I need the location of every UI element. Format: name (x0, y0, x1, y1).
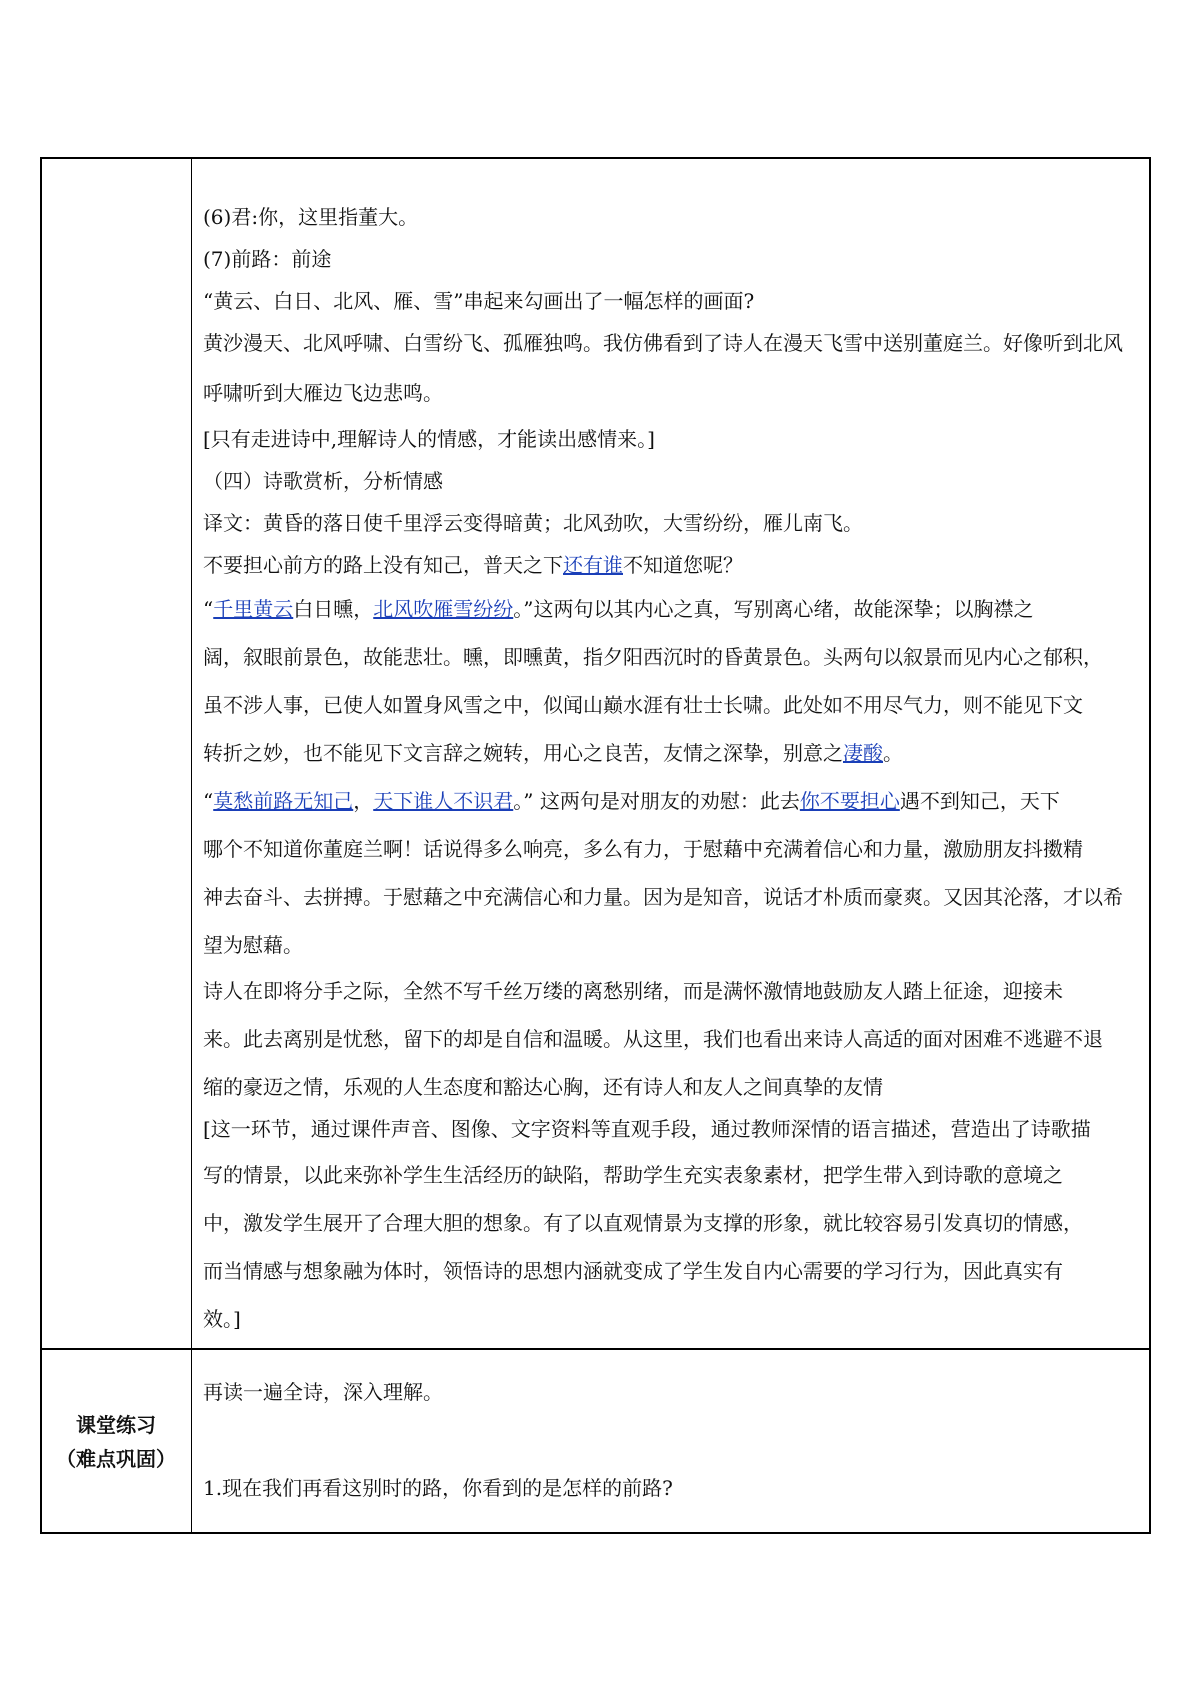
text-run: “ (203, 789, 214, 813)
text-line: 虽不涉人事，已使人如置身风雪之中，似闻山巅水涯有壮士长啸。此处如不用尽气力，则不能见下文 (203, 693, 1083, 717)
text-line: 写的情景，以此来弥补学生生活经历的缺陷，帮助学生充实表象素材，把学生带入到诗歌的意境之 (203, 1163, 1063, 1187)
text-run: 白日曛， (293, 597, 374, 621)
text-run: 。” 这两句是对朋友的劝慰：此去 (513, 789, 800, 813)
text-run: ， (353, 789, 374, 813)
text-line (203, 789, 1060, 814)
text-run: “ (203, 597, 214, 621)
practice-label-subtitle: （难点巩固） (56, 1447, 176, 1471)
section-heading: （四）诗歌赏析，分析情感 (203, 469, 443, 493)
text-line (203, 553, 743, 578)
row-divider (40, 1348, 1151, 1350)
text-line (203, 741, 903, 766)
link[interactable]: 你不要担心 (799, 789, 900, 813)
text-line: 而当情感与想象融为体时，领悟诗的思想内涵就变成了学生发自内心需要的学习行为，因此真实有 (203, 1259, 1063, 1283)
text-run: 。”这两句以其内心之真，写别离心绪，故能深挚；以胸襟之 (513, 597, 1034, 621)
text-run: 遇不到知己，天下 (899, 789, 1060, 813)
link[interactable]: 千里黄云 (213, 597, 294, 621)
link[interactable]: 天下谁人不识君 (373, 789, 514, 813)
text-line: 来。此去离别是忧愁，留下的却是自信和温暖。从这里，我们也看出来诗人高适的面对困难不逃避不退 (203, 1027, 1103, 1051)
text-line: 效。] (203, 1307, 241, 1331)
text-line: [这一环节，通过课件声音、图像、文字资料等直观手段，通过教师深情的语言描述，营造出了诗歌描 (203, 1117, 1091, 1141)
text-line: 阔，叙眼前景色，故能悲壮。曛，即曛黄，指夕阳西沉时的昏黄景色。头两句以叙景而见内心之郁积， (203, 645, 1103, 669)
practice-label (42, 1410, 190, 1474)
link[interactable]: 北风吹雁雪纷纷 (373, 597, 514, 621)
link[interactable]: 凄酸 (843, 741, 883, 765)
text-line: 诗人在即将分手之际，全然不写千丝万缕的离愁别绪，而是满怀激情地鼓励友人踏上征途，迎接未 (203, 979, 1063, 1003)
text-line: 译文：黄昏的落日使千里浮云变得暗黄；北风劲吹，大雪纷纷，雁儿南飞。 (203, 511, 863, 535)
link[interactable]: 莫愁前路无知己 (213, 789, 354, 813)
text-line: 缩的豪迈之情，乐观的人生态度和豁达心胸，还有诗人和友人之间真挚的友情 (203, 1075, 883, 1099)
text-line: 哪个不知道你董庭兰啊！话说得多么响亮，多么有力，于慰藉中充满着信心和力量，激励朋友抖擞精 (203, 837, 1083, 861)
text-run: 不要担心前方的路上没有知己，普天之下 (203, 553, 563, 577)
text-line (203, 597, 1033, 622)
text-line: 中，激发学生展开了合理大胆的想象。有了以直观情景为支撑的形象，就比较容易引发真切的情感， (203, 1211, 1083, 1235)
text-line: 望为慰藉。 (203, 933, 303, 957)
text-run: 。 (883, 741, 903, 765)
link[interactable]: 还有谁 (563, 553, 623, 577)
text-line: 呼啸听到大雁边飞边悲鸣。 (203, 381, 443, 405)
column-divider (191, 157, 192, 1534)
text-line: (7)前路：前途 (203, 247, 332, 271)
text-line: “黄云、白日、北风、雁、雪”串起来勾画出了一幅怎样的画面? (203, 289, 755, 313)
text-line: 黄沙漫天、北风呼啸、白雪纷飞、孤雁独鸣。我仿佛看到了诗人在漫天飞雪中送别董庭兰。好像听到北风 (203, 331, 1123, 355)
text-run: 转折之妙，也不能见下文言辞之婉转，用心之良苦，友情之深挚，别意之 (203, 741, 843, 765)
practice-label-title: 课堂练习 (76, 1413, 156, 1437)
text-line: 再读一遍全诗，深入理解。 (203, 1380, 443, 1404)
text-line: 神去奋斗、去拼搏。于慰藉之中充满信心和力量。因为是知音，说话才朴质而豪爽。又因其沦落，才以希 (203, 885, 1123, 909)
question-line: 1.现在我们再看这别时的路，你看到的是怎样的前路? (203, 1476, 673, 1500)
text-run: 不知道您呢？ (623, 553, 743, 577)
text-line: (6)君:你，这里指董大。 (203, 205, 419, 229)
text-line: [只有走进诗中,理解诗人的情感，才能读出感情来。] (203, 427, 655, 451)
